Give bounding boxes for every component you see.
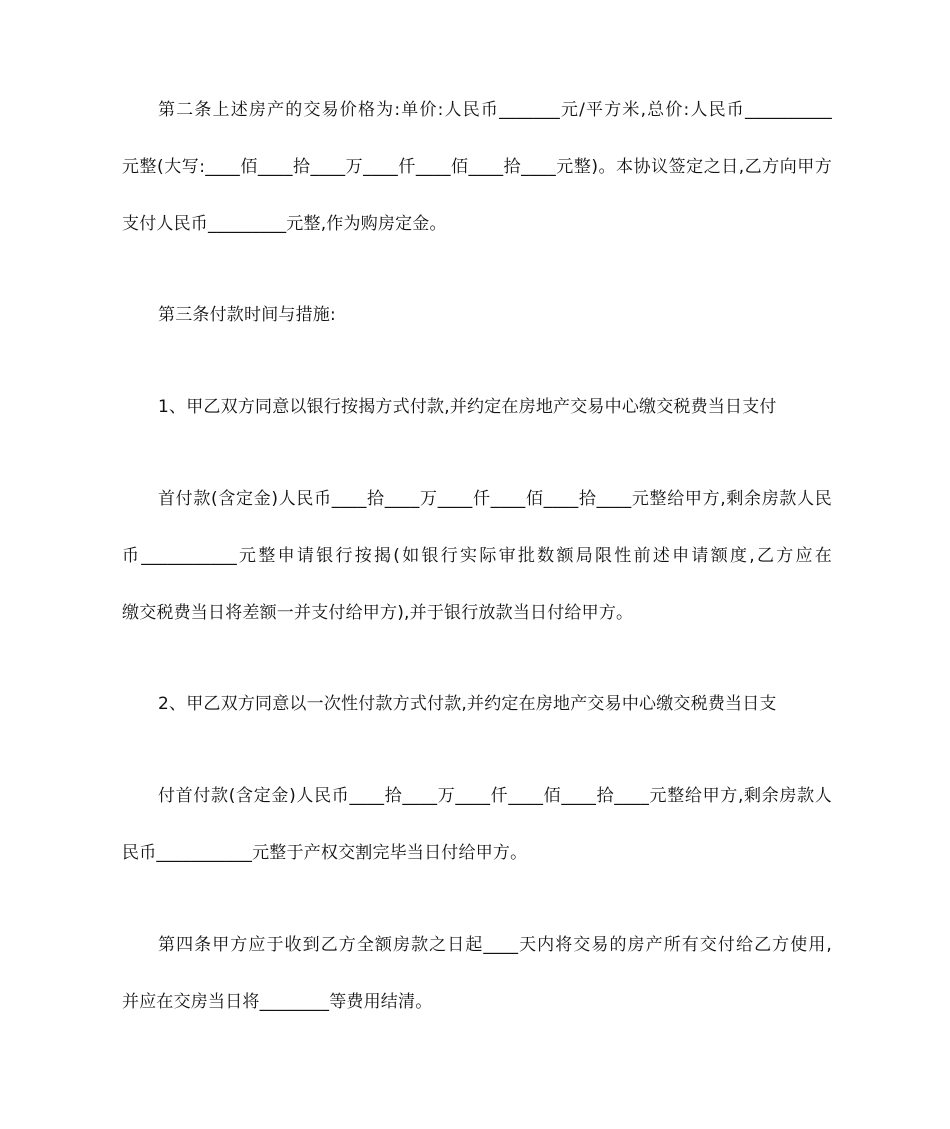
paragraph-article-2-line-1: 第二条上述房产的交易价格为:单价:人民币_______元/平方米,总价:人民币__________ <box>158 100 832 120</box>
paragraph-article-3-heading: 第三条付款时间与措施: <box>158 305 336 325</box>
paragraph-item-2-line-1: 2、甲乙双方同意以一次性付款方式付款,并约定在房地产交易中心缴交税费当日支 <box>158 694 777 714</box>
paragraph-down-payment-bank-line-3: 缴交税费当日将差额一并支付给甲方),并于银行放款当日付给甲方。 <box>122 603 634 623</box>
paragraph-down-payment-bank-line-2: 币___________元整申请银行按揭(如银行实际审批数额局限性前述申请额度,乙方应在 <box>122 546 832 566</box>
paragraph-item-1-line-1: 1、甲乙双方同意以银行按揭方式付款,并约定在房地产交易中心缴交税费当日支付 <box>158 397 777 417</box>
paragraph-down-payment-bank-line-1: 首付款(含定金)人民币____拾____万____仟____佰____拾____元整给甲方,剩余房款人民 <box>158 489 832 509</box>
paragraph-article-2-line-3: 支付人民币_________元整,作为购房定金。 <box>122 214 447 234</box>
paragraph-down-payment-lump-line-2: 民币___________元整于产权交割完毕当日付给甲方。 <box>122 843 528 863</box>
paragraph-down-payment-lump-line-1: 付首付款(含定金)人民币____拾____万____仟____佰____拾____元整给甲方,剩余房款人 <box>158 786 832 806</box>
paragraph-article-4-line-1: 第四条甲方应于收到乙方全额房款之日起____天内将交易的房产所有交付给乙方使用, <box>158 935 832 955</box>
paragraph-article-2-line-2: 元整(大写:____佰____拾____万____仟____佰____拾____元整)。本协议签定之日,乙方向甲方 <box>122 157 832 177</box>
paragraph-article-4-line-2: 并应在交房当日将________等费用结清。 <box>122 992 433 1012</box>
